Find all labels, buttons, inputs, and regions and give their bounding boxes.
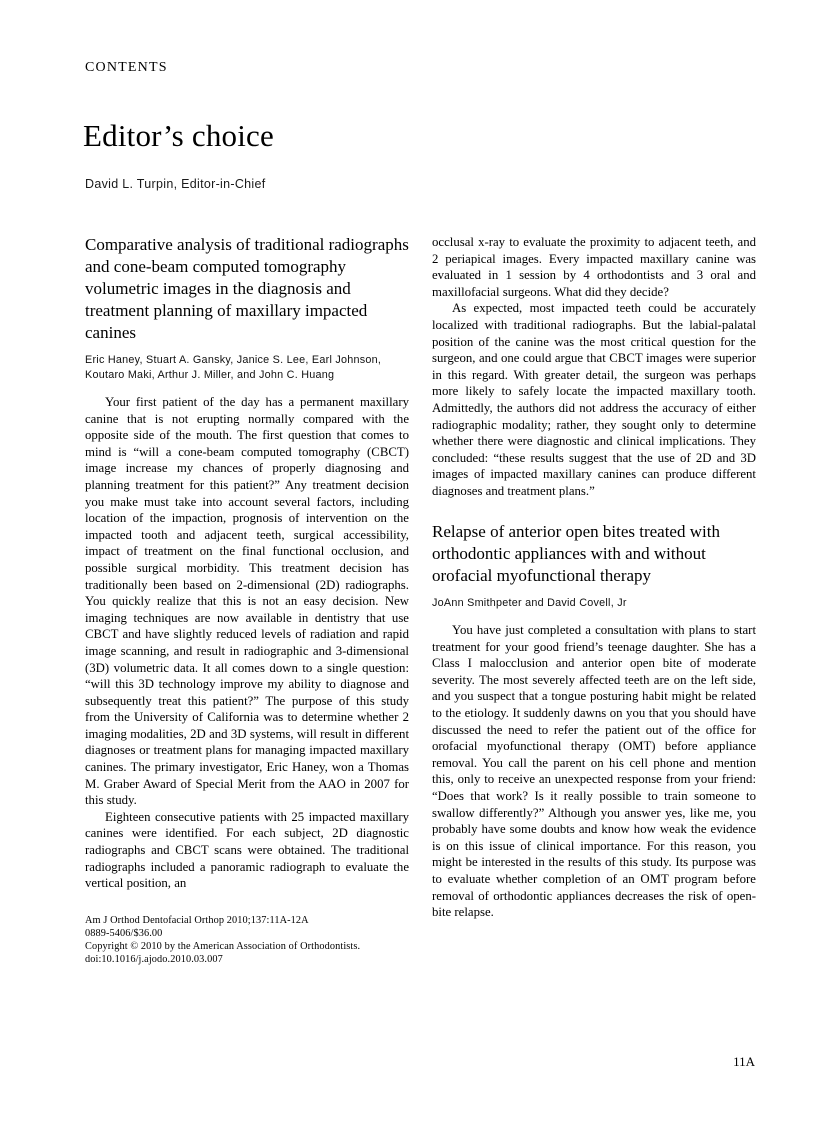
article-1-title: Comparative analysis of traditional radiographs and cone-beam computed tomography volumetric images in the diagnosis and treatment planning of maxillary impacted canines	[85, 235, 409, 342]
footnote-copyright: Copyright © 2010 by the American Association of Orthodontists.	[85, 940, 361, 952]
article-1-authors: Eric Haney, Stuart A. Gansky, Janice S. Lee, Earl Johnson, Koutaro Maki, Arthur J. Miller, and John C. Huang	[85, 354, 382, 381]
article-2-paragraph-1: You have just completed a consultation with plans to start treatment for your good friend’s teenage daughter. She has a Class I malocclusion and anterior open bite of moderate severity. The most severely affected teeth are on the left side, and you suspect that a tongue posturing habit might be related to the etiology. It suddenly dawns on you that you should have discussed the need to refer the patient out of the office for orofacial myofunctional therapy (OMT) before appliance removal. You call the parent on his cell phone and mention this, only to receive an unexpected response from your friend: “Does that work? Is it really possible to train someone to swallow differently?” Although you answer yes, like me, you probably have some doubts and know how weak the evidence is on this issue of clinical importance. For this reason, you might be interested in the results of this study. Its purpose was to evaluate whether completion of an OMT program before removal of orthodontic appliances decreases the risk of open-bite relapse.	[432, 623, 756, 920]
editor-byline: David L. Turpin, Editor-in-Chief	[85, 177, 266, 191]
footnote-citation: Am J Orthod Dentofacial Orthop 2010;137:11A-12A	[85, 914, 309, 926]
left-column	[85, 234, 409, 966]
two-column-layout	[85, 234, 756, 966]
article-2-authors: JoAnn Smithpeter and David Covell, Jr	[432, 596, 627, 609]
right-column	[432, 234, 756, 921]
article-1-paragraph-1: Your first patient of the day has a permanent maxillary canine that is not erupting normally compared with the opposite side of the mouth. The first question that comes to mind is “will a cone-beam computed tomography (CBCT) image increase my chances of properly diagnosing and planning treatment for this patient?” Any treatment decision you make must take into account several factors, including location of the impaction, prognosis of intervention on the impacted tooth and adjacent teeth, surgical accessibility, impact of treatment on the final functional occlusion, and possible surgical morbidity. This treatment decision has traditionally been based on 2-dimensional (2D) radiographs. You quickly realize that this is not an easy decision. New imaging techniques are now available in dentistry that use CBCT and have slightly reduced levels of radiation and rapid image scanning, and result in radiographic and 3-dimensional (3D) volumetric data. It all comes down to a single question: “will this 3D technology improve my ability to diagnose and subsequently treat this patient?” The purpose of this study from the University of California was to determine whether 2 imaging modalities, 2D and 3D systems, will result in different diagnoses or treatment plans for managing impacted maxillary canines. The primary investigator, Eric Haney, won a Thomas M. Graber Award of Special Merit from the AAO in 2007 for this study.	[85, 395, 409, 808]
article-1-paragraph-2-continued: occlusal x-ray to evaluate the proximity to adjacent teeth, and 2 periapical images. Every impacted maxillary canine was evaluated in 1 session by 4 orthodontists and 3 oral and maxillofacial surgeons. What did they decide?	[432, 235, 756, 299]
page-title: Editor’s choice	[83, 118, 274, 153]
page-number: 11A	[733, 1054, 755, 1069]
footnote-doi: doi:10.1016/j.ajodo.2010.03.007	[85, 953, 223, 965]
article-1-paragraph-3: As expected, most impacted teeth could be accurately localized with traditional radiographs. But the labial-palatal position of the canine was the most critical question for the surgeon, and one could argue that CBCT images were superior in this regard. With greater detail, the surgeon was perhaps more likely to safely locate the impacted maxillary tooth. Admittedly, the authors did not address the accuracy of either radiographic modality; rather, they sought only to determine whether there were diagnostic and clinical implications. They concluded: “these results suggest that the use of 2D and 3D images of impacted maxillary canines can produce different diagnoses and treatment plans.”	[432, 301, 756, 498]
article-2-title: Relapse of anterior open bites treated with orthodontic appliances with and without orofacial myofunctional therapy	[432, 521, 720, 585]
article-1-paragraph-2: Eighteen consecutive patients with 25 impacted maxillary canines were identified. For each subject, 2D diagnostic radiographs and CBCT scans were obtained. The traditional radiographs included a panoramic radiograph to evaluate the vertical position, an	[85, 809, 409, 891]
journal-footnote	[85, 914, 415, 966]
footnote-issn-price: 0889-5406/$36.00	[85, 927, 163, 939]
contents-header: CONTENTS	[85, 60, 168, 75]
